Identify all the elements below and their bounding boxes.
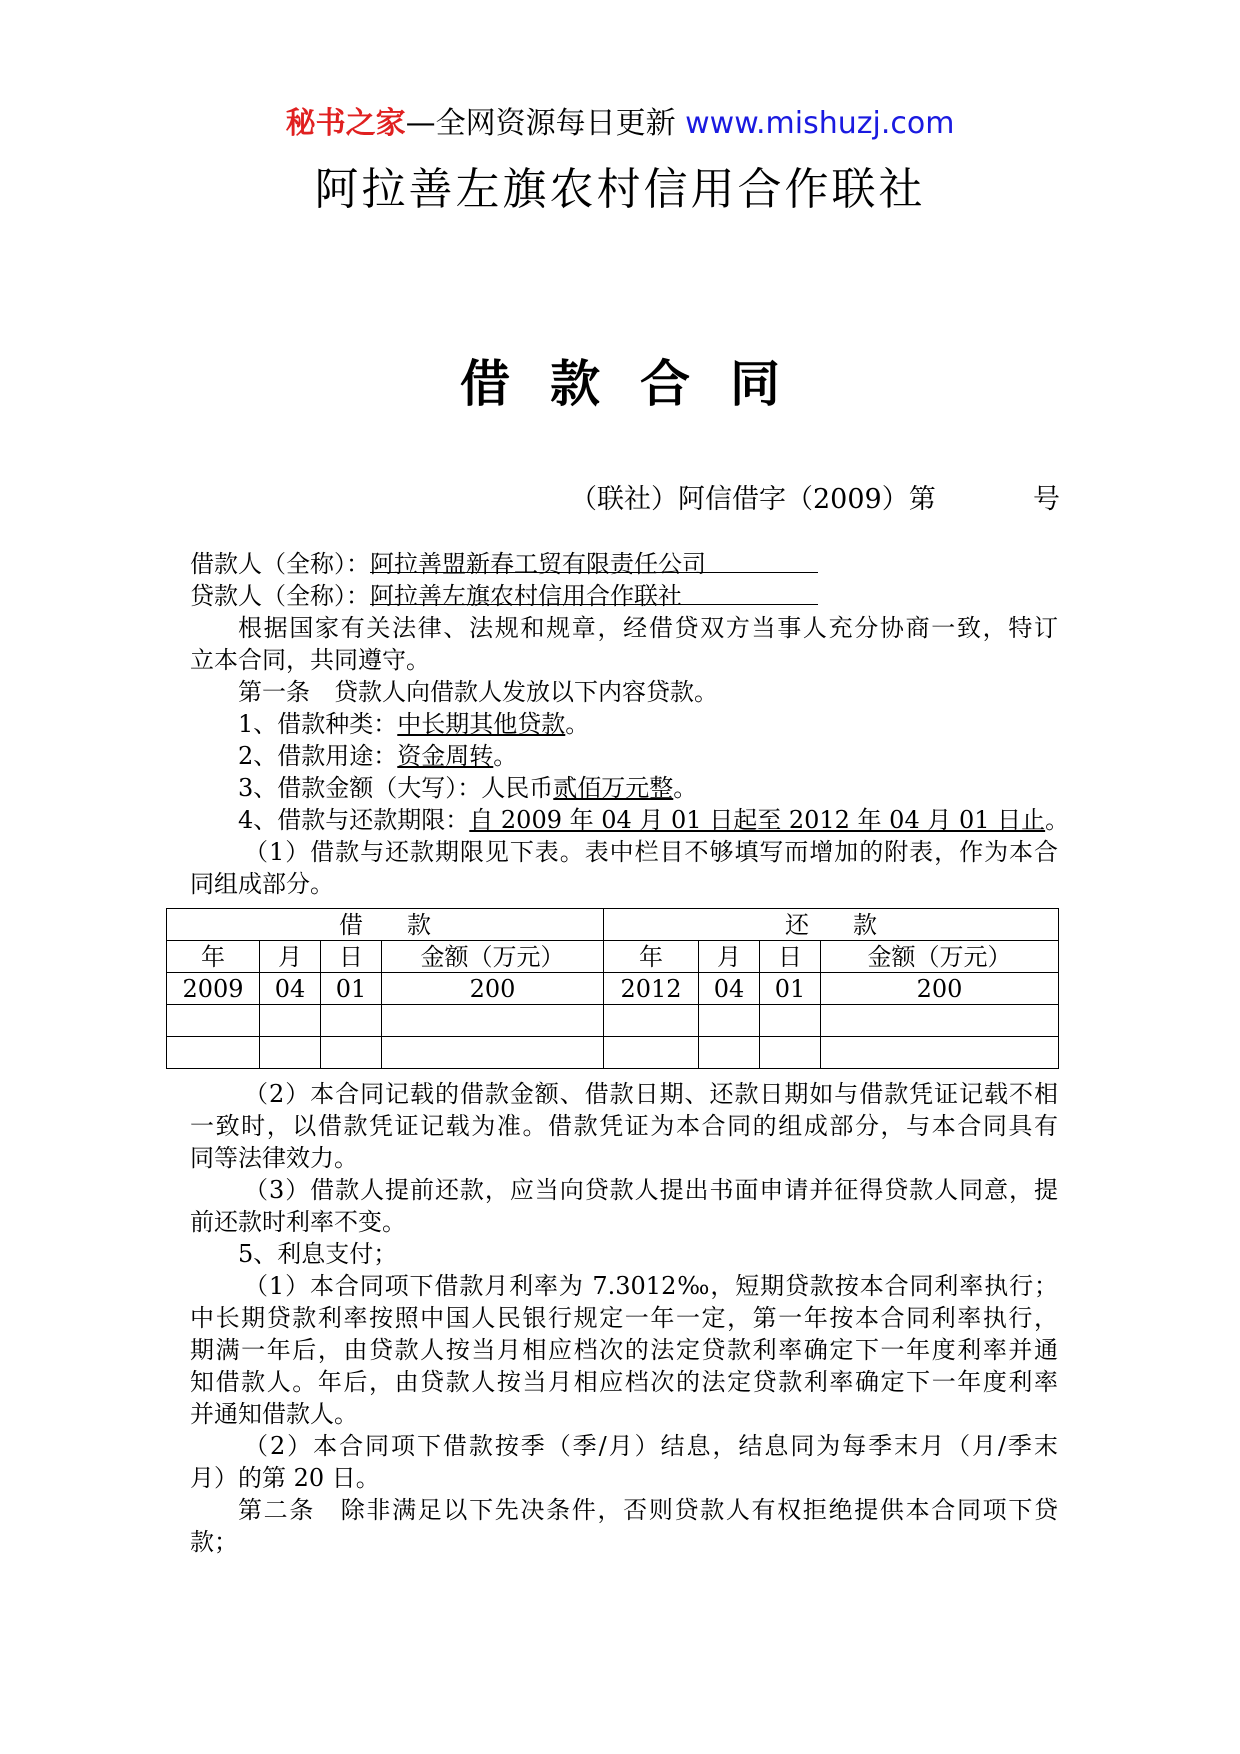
table-cell (260, 1037, 321, 1069)
table-cell: 01 (321, 973, 382, 1005)
punct: 。 (673, 774, 698, 802)
column-header: 年 (604, 941, 699, 973)
interest-heading: 5、利息支付； (238, 1240, 398, 1268)
table-row (167, 1005, 1059, 1037)
punct: 。 (565, 710, 590, 738)
interest-1-line: 知借款人。年后，由贷款人按当月相应档次的法定贷款利率确定下一年度利率 (190, 1368, 1058, 1396)
loan-use-label: 2、借款用途： (238, 742, 398, 770)
table-cell: 200 (382, 973, 604, 1005)
lender-line (190, 580, 1058, 612)
column-header: 日 (760, 941, 821, 973)
lender-value: 阿拉善左旗农村信用合作联社 (370, 582, 682, 610)
borrow-group-header (167, 909, 604, 941)
borrow-header-text: 借款 (339, 910, 475, 939)
clauses-section (190, 1078, 1058, 1558)
repay-header-text: 还款 (785, 910, 921, 939)
column-header: 金额（万元） (821, 941, 1059, 973)
punct: 。 (1045, 806, 1070, 834)
term-note-line: （1）借款与还款期限见下表。表中栏目不够填写而增加的附表，作为本合 (244, 838, 1058, 866)
banner-brand: 秘书之家 (285, 106, 406, 141)
table-cell (604, 1037, 699, 1069)
lender-label: 贷款人（全称）： (190, 582, 370, 610)
borrower-value: 阿拉善盟新春工贸有限责任公司 (370, 550, 706, 578)
column-header: 年 (167, 941, 260, 973)
contract-header-section (190, 548, 1070, 900)
organization-name: 阿拉善左旗农村信用合作联社 (314, 164, 926, 215)
interest-1-line: 并通知借款人。 (190, 1400, 358, 1428)
table-cell (382, 1005, 604, 1037)
loan-amount-value: 贰佰万元整 (553, 774, 674, 802)
interest-1-line: 中长期贷款利率按照中国人民银行规定一年一定，第一年按本合同利率执行， (190, 1304, 1058, 1332)
article2-line: 第二条 除非满足以下先决条件，否则贷款人有权拒绝提供本合同项下贷 (238, 1496, 1058, 1524)
column-header: 月 (699, 941, 760, 973)
interest-1-line: （1）本合同项下借款月利率为 7.3012‰，短期贷款按本合同利率执行； (244, 1272, 1058, 1300)
borrower-label: 借款人（全称）： (190, 550, 370, 578)
table-cell: 2012 (604, 973, 699, 1005)
clause-2-line: （2）本合同记载的借款金额、借款日期、还款日期如与借款凭证记载不相 (244, 1080, 1058, 1108)
punct: 。 (493, 742, 518, 770)
interest-2-line: 月）的第 20 日。 (190, 1464, 380, 1492)
table-cell (760, 1005, 821, 1037)
table-cell (699, 1037, 760, 1069)
loan-use-line (190, 740, 1058, 772)
contract-number-prefix: （联社）阿信借字（2009）第 (570, 484, 936, 515)
clause-3-line: 前还款时利率不变。 (190, 1208, 406, 1236)
table-cell: 200 (821, 973, 1059, 1005)
lender-field (370, 580, 818, 610)
table-cell (321, 1005, 382, 1037)
table-row (167, 1037, 1059, 1069)
borrower-line (190, 548, 1058, 580)
table-cell (760, 1037, 821, 1069)
table-cell: 04 (699, 973, 760, 1005)
clause-2-line: 一致时，以借款凭证记载为准。借款凭证为本合同的组成部分，与本合同具有 (190, 1112, 1058, 1140)
loan-term-line (190, 804, 1070, 836)
banner-url-link[interactable]: www.mishuzj.com (685, 106, 955, 141)
clause-3-line: （3）借款人提前还款，应当向贷款人提出书面申请并征得贷款人同意，提 (244, 1176, 1058, 1204)
document-title: 借款合同 (460, 355, 820, 413)
table-cell (260, 1005, 321, 1037)
table-column-header-row (167, 941, 1059, 973)
site-banner (0, 104, 1240, 144)
table-cell (382, 1037, 604, 1069)
banner-tagline: —全网资源每日更新 (405, 106, 686, 141)
clause-2-line: 同等法律效力。 (190, 1144, 358, 1172)
preamble-line: 立本合同，共同遵守。 (190, 646, 430, 674)
preamble-line: 根据国家有关法律、法规和规章，经借贷双方当事人充分协商一致，特订 (238, 614, 1058, 642)
loan-term-value: 自 2009 年 04 月 01 日起至 2012 年 04 月 01 日止 (469, 806, 1046, 834)
loan-amount-line (190, 772, 1058, 804)
borrower-field (370, 548, 818, 578)
loan-type-label: 1、借款种类： (238, 710, 398, 738)
term-note-line: 同组成部分。 (190, 870, 334, 898)
loan-schedule-table (166, 908, 1059, 1069)
loan-term-label: 4、借款与还款期限： (238, 806, 470, 834)
column-header: 月 (260, 941, 321, 973)
table-cell (604, 1005, 699, 1037)
interest-1-line: 期满一年后，由贷款人按当月相应档次的法定贷款利率确定下一年度利率并通 (190, 1336, 1058, 1364)
loan-use-value: 资金周转 (397, 742, 494, 770)
table-cell: 01 (760, 973, 821, 1005)
column-header: 金额（万元） (382, 941, 604, 973)
table-cell (167, 1005, 260, 1037)
table-cell: 2009 (167, 973, 260, 1005)
table-cell (699, 1005, 760, 1037)
article2-line: 款； (190, 1528, 238, 1556)
repay-group-header (604, 909, 1059, 941)
table-group-header-row (167, 909, 1059, 941)
contract-number-suffix: 号 (1033, 484, 1060, 515)
table-cell (821, 1037, 1059, 1069)
table-cell (321, 1037, 382, 1069)
table-cell (167, 1037, 260, 1069)
loan-type-line (190, 708, 1058, 740)
interest-2-line: （2）本合同项下借款按季（季/月）结息，结息同为每季末月（月/季末 (244, 1432, 1058, 1460)
loan-type-value: 中长期其他贷款 (397, 710, 566, 738)
article1-heading: 第一条 贷款人向借款人发放以下内容贷款。 (238, 678, 718, 706)
loan-amount-label: 3、借款金额（大写）：人民币 (238, 774, 554, 802)
contract-number (570, 480, 1060, 520)
table-cell: 04 (260, 973, 321, 1005)
table-cell (821, 1005, 1059, 1037)
column-header: 日 (321, 941, 382, 973)
table-row (167, 973, 1059, 1005)
